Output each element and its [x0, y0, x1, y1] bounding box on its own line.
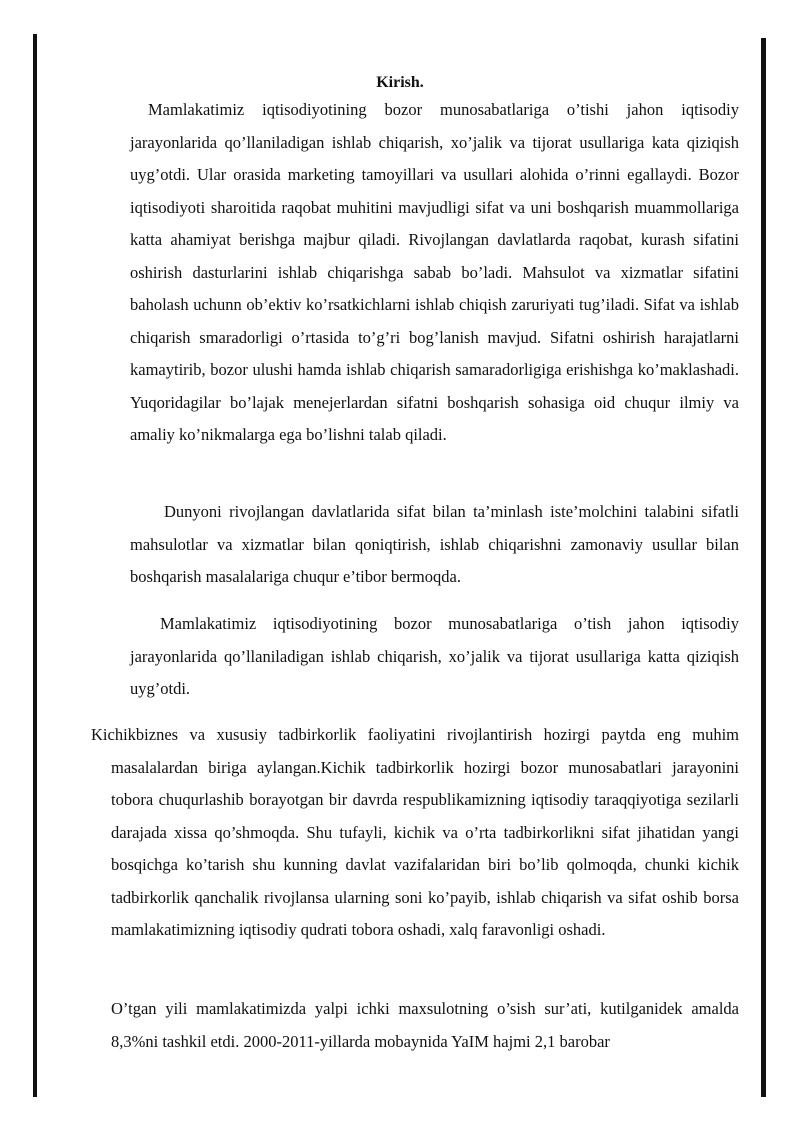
paragraph-intro: Mamlakatimiz iqtisodiyotining bozor munosabatlariga o’tishi jahon iqtisodiy jarayonlarida qo’llaniladigan ishlab chiqarish, xo’jalik va tijorat usullariga kata qiziqish uyg’otdi. Ular orasida marketing tamoyillari va usullari alohida o’rinni egallaydi. Bozor iqtisodiyoti sharoitida raqobat muhitini mavjudligi sifat va uni boshqarish muammollariga katta ahamiyat berishga majbur qiladi. Rivojlangan davlatlarda raqobat, kurash sifatini oshirish dasturlarini ishlab chiqarishga sabab bo’ladi. Mahsulot va xizmatlar sifatini baholash uchunn ob’ektiv ko’rsatkichlarni ishlab chiqish zaruriyati tug’iladi. Sifat va ishlab chiqarish smaradorligi o’rtasida to’g’ri bog’lanish mavjud. Sifatni oshirish harajatlarni kamaytirib, bozor ulushi hamda ishlab chiqarish samaradorligiga erishishga ko’maklashadi. Yuqoridagilar bo’lajak menejerlardan sifatni boshqarish sohasiga oid chuqur ilmiy va amaliy ko’nikmalarga ega bo’lishni talab qiladi.	[130, 100, 739, 444]
page-border-left	[33, 34, 37, 1097]
page-border-right	[761, 38, 766, 1097]
paragraph-small-business: Kichikbiznes va xususiy tadbirkorlik faoliyatini rivojlantirish hozirgi paytda eng muhim masalalardan biriga aylangan.Kichik tadbirkorlik hozirgi bozor munosabatlari jarayonini tobora chuqurlashib borayotgan bir davrda respublikamizning iqtisodiy taraqqiyotiga sezilarli darajada xissa qo’shmoqda. Shu tufayli, kichik va o’rta tadbirkorlikni sifat jihatidan yangi bosqichga ko’tarish shu kunning davlat vazifalaridan biri bo’lib qolmoqda, chunki kichik tadbirkorlik qanchalik rivojlansa ularning soni ko’payib, ishlab chiqarish va sifat oshib borsa mamlakatimizning iqtisodiy qudrati tobora oshadi, xalq faravonligi oshadi.	[91, 725, 739, 939]
paragraph-developed-countries: Dunyoni rivojlangan davlatlarida sifat bilan ta’minlash iste’molchini talabini sifatli mahsulotlar va xizmatlar bilan qoniqtirish, ishlab chiqarishni zamonaviy usullar bilan boshqarish masalalariga chuqur e’tibor bermoqda.	[130, 502, 739, 586]
document-title: Kirish.	[376, 74, 424, 91]
paragraph-gdp-growth: O’tgan yili mamlakatimizda yalpi ichki maxsulotning o’sish sur’ati, kutilganidek amalda 8,3%ni tashkil etdi. 2000-2011-yillarda mobaynida YaIM hajmi 2,1 barobar	[111, 999, 739, 1051]
paragraph-market-transition: Mamlakatimiz iqtisodiyotining bozor munosabatlariga o’tish jahon iqtisodiy jarayonlarida qo’llaniladigan ishlab chiqarish, xo’jalik va tijorat usullariga katta qiziqish uyg’otdi.	[130, 614, 739, 698]
